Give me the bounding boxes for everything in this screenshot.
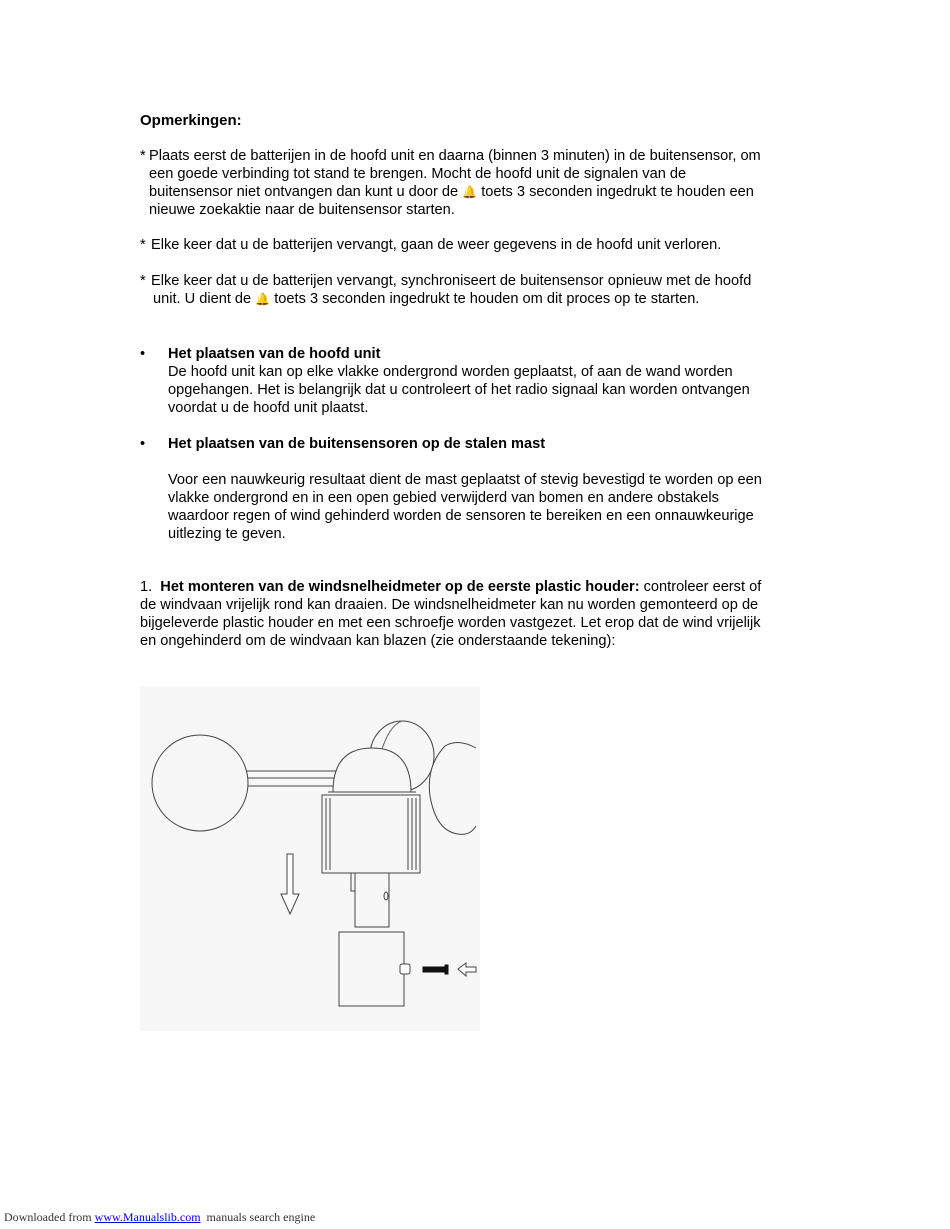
screw — [423, 967, 445, 972]
note-line: nieuwe zoekaktie naar de buitensensor starten. — [149, 202, 455, 218]
note-asterisk: * — [140, 148, 146, 164]
section-sensor-mast — [140, 435, 820, 545]
section-line: waardoor regen of wind gehinderd worden de sensoren te bereiken en een onnauwkeurige — [168, 508, 754, 524]
note-item — [140, 236, 820, 254]
note-item — [140, 272, 820, 308]
down-arrow-icon — [281, 854, 299, 914]
notes-heading: Opmerkingen: — [140, 112, 242, 129]
note-item — [140, 147, 820, 219]
step-1 — [140, 578, 820, 650]
manualslib-link[interactable]: www.Manualslib.com — [94, 1210, 201, 1224]
section-line: opgehangen. Het is belangrijk dat u controleert of het radio signaal kan worden ontvangen — [168, 382, 750, 398]
step-number: 1. — [140, 579, 153, 595]
right-cup — [429, 742, 476, 834]
section-line: uitlezing te geven. — [168, 526, 286, 542]
section-title: Het plaatsen van de hoofd unit — [168, 346, 381, 362]
left-cup — [152, 735, 248, 831]
note-line: Plaats eerst de batterijen in de hoofd unit en daarna (binnen 3 minuten) in de buitensensor, om — [149, 148, 761, 164]
note-line: unit. U dient de 🔔 toets 3 seconden ingedrukt te houden om dit proces op te starten. — [153, 291, 700, 307]
note-line: een goede verbinding tot stand te brengen. Mocht de hoofd unit de signalen van de — [149, 166, 687, 182]
bell-icon: 🔔 — [462, 185, 478, 199]
step-line: 1. Het monteren van de windsnelheidmeter op de eerste plastic houder: controleer eerst of — [140, 579, 762, 595]
step-line: bijgeleverde plastic houder en met een schroefje worden vastgezet. Let erop dat de wind vrijelijk — [140, 615, 761, 631]
download-footer: Downloaded from www.Manualslib.com manuals search engine — [4, 1210, 316, 1224]
step-line: de windvaan vrijelijk rond kan draaien. De windsnelheidmeter kan nu worden gemonteerd op de — [140, 597, 759, 613]
section-main-unit — [140, 345, 820, 425]
section-line: voordat u de hoofd unit plaatst. — [168, 400, 369, 416]
note-line: buitensensor niet ontvangen dan kunt u door de 🔔 toets 3 seconden ingedrukt te houden een — [149, 184, 754, 200]
bell-icon: 🔔 — [255, 292, 271, 306]
section-line: Voor een nauwkeurig resultaat dient de mast geplaatst of stevig bevestigd te worden op een — [168, 472, 762, 488]
mount-stem — [355, 873, 389, 927]
note-asterisk: * — [140, 237, 146, 253]
sensor-body — [322, 795, 420, 873]
step-title: Het monteren van de windsnelheidmeter op de eerste plastic houder: — [160, 579, 640, 595]
anemometer-illustration — [140, 686, 480, 1031]
bullet-icon: • — [140, 436, 146, 452]
step-line: en ongehinderd om de windvaan kan blazen (zie onderstaande tekening): — [140, 633, 616, 649]
bullet-icon: • — [140, 346, 146, 362]
section-title: Het plaatsen van de buitensensoren op de stalen mast — [168, 436, 546, 452]
note-line: Elke keer dat u de batterijen vervangt, gaan de weer gegevens in de hoofd unit verloren. — [151, 237, 722, 253]
plastic-holder — [339, 932, 404, 1006]
section-line: vlakke ondergrond en in een open gebied verwijderd van bomen en andere obstakels — [168, 490, 719, 506]
note-line: Elke keer dat u de batterijen vervangt, synchroniseert de buitensensor opnieuw met de hoofd — [151, 273, 752, 289]
note-asterisk: * — [140, 273, 146, 289]
section-line: De hoofd unit kan op elke vlakke ondergrond worden geplaatst, of aan de wand worden — [168, 364, 733, 380]
left-arrow-icon — [458, 963, 476, 976]
